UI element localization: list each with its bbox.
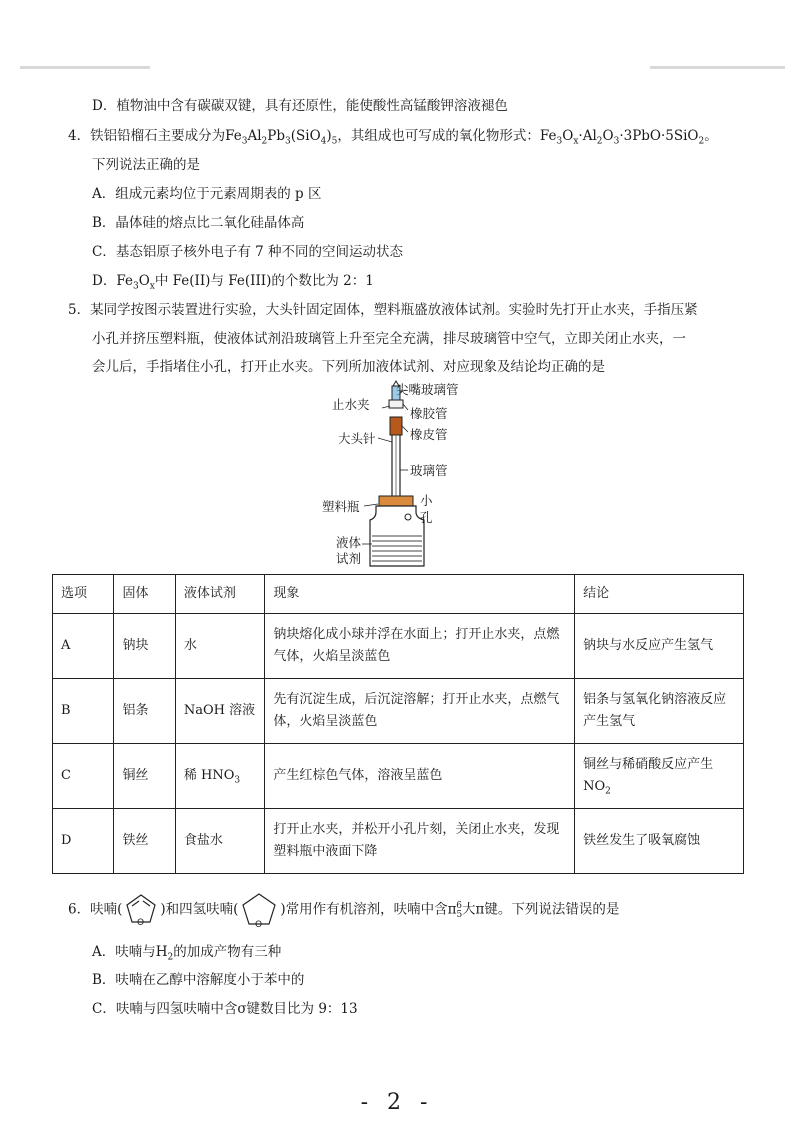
furan-structure-icon: [122, 893, 160, 927]
label-rubber-tube: 橡皮管: [410, 427, 448, 442]
cell-conclusion: 铝条与氢氧化钠溶液反应产生氢气: [575, 679, 744, 744]
label-pin: 大头针: [338, 431, 376, 446]
q5-stem-line3: 会儿后，手指堵住小孔，打开止水夹。下列所加液体试剂、对应现象及结论均正确的是: [92, 359, 605, 375]
cell-reagent: 稀 $HNO_3$: [175, 744, 264, 809]
table-row: [53, 614, 744, 679]
cell-solid: 铝条: [114, 679, 175, 744]
table-header-row: [53, 575, 744, 614]
cell-solid: 钠块: [114, 614, 175, 679]
cell-option: D: [53, 809, 114, 874]
page-number: - 2 -: [360, 1090, 434, 1115]
q6-option-c: C．呋喃与四氢呋喃中含σ键数目比为 9：13: [92, 1001, 358, 1017]
q4-stem-line2: 下列说法正确的是: [92, 157, 200, 173]
q6-option-b: B．呋喃在乙醇中溶解度小于苯中的: [92, 972, 305, 988]
cell-conclusion: 铜丝与稀硝酸反应产生 $NO_2$: [575, 744, 744, 809]
cell-conclusion: 钠块与水反应产生氢气: [575, 614, 744, 679]
scan-edge-mark-right: [650, 66, 785, 69]
tetrahydrofuran-structure-icon: [238, 891, 280, 929]
header-solid: 固体: [114, 575, 175, 614]
cell-phenomenon: 打开止水夹，并松开小孔片刻，关闭止水夹，发现塑料瓶中液面下降: [265, 809, 575, 874]
q6-stem: 6．呋喃( O )和四氢呋喃( O )常用作有机溶剂，呋喃中含$\pi_5^6$大π键。下列说法错误的是: [68, 891, 619, 929]
label-small-hole-1: 小: [420, 493, 433, 508]
table-row: [53, 679, 744, 744]
cell-option: B: [53, 679, 114, 744]
cell-option: A: [53, 614, 114, 679]
cell-reagent: NaOH 溶液: [175, 679, 264, 744]
header-phenomenon: 现象: [265, 575, 575, 614]
cell-solid: 铜丝: [114, 744, 175, 809]
label-plastic-bottle: 塑料瓶: [322, 499, 360, 514]
cell-reagent: 食盐水: [175, 809, 264, 874]
label-liquid-2: 试剂: [336, 551, 362, 566]
label-water-clamp: 止水夹: [332, 397, 370, 412]
cell-solid: 铁丝: [114, 809, 175, 874]
table-row: [53, 744, 744, 809]
label-rubber-hose: 橡胶管: [410, 406, 448, 421]
label-glass-tube: 玻璃管: [410, 463, 448, 478]
q4-option-b: B．晶体硅的熔点比二氧化硅晶体高: [92, 215, 305, 231]
label-small-hole-2: 孔: [420, 510, 433, 525]
apparatus-diagram: [322, 380, 490, 570]
header-reagent: 液体试剂: [175, 575, 264, 614]
svg-text:O: O: [255, 920, 263, 929]
q4-stem: 4．铁铝铅榴石主要成分为$Fe_3Al_2Pb_3(SiO_4)_5$，其组成也可写成的氧化物形式：$Fe_3O_x\cdot Al_2O_3\cdot 3PbO\cdot 5SiO_2$。: [68, 128, 718, 147]
label-tip-glass-tube: 尖嘴玻璃管: [396, 382, 459, 397]
header-option: 选项: [53, 575, 114, 614]
q4-option-c: C．基态铝原子核外电子有 7 种不同的空间运动状态: [92, 244, 404, 260]
q6-option-a: A．呋喃与$H_2$的加成产物有三种: [92, 944, 282, 963]
scan-edge-mark-left: [20, 66, 150, 69]
cell-phenomenon: 钠块熔化成小球并浮在水面上；打开止水夹，点燃气体，火焰呈淡蓝色: [265, 614, 575, 679]
label-liquid-1: 液体: [336, 535, 362, 550]
q4-number: 4．: [68, 128, 91, 144]
table-row: [53, 809, 744, 874]
cell-conclusion: 铁丝发生了吸氧腐蚀: [575, 809, 744, 874]
q4-option-a: A．组成元素均位于元素周期表的 p 区: [92, 186, 322, 202]
experiment-table: [52, 574, 744, 874]
q3-option-d: D．植物油中含有碳碳双键，具有还原性，能使酸性高锰酸钾溶液褪色: [92, 98, 508, 114]
header-conclusion: 结论: [575, 575, 744, 614]
q4-option-d: D．$Fe_3O_x$中 Fe(II)与 Fe(III)的个数比为 2：1: [92, 273, 374, 292]
cell-option: C: [53, 744, 114, 809]
cell-reagent: 水: [175, 614, 264, 679]
cell-phenomenon: 产生红棕色气体，溶液呈蓝色: [265, 744, 575, 809]
q5-stem-line2: 小孔并挤压塑料瓶，使液体试剂沿玻璃管上升至完全充满，排尽玻璃管中空气，立即关闭止水夹，一: [92, 331, 686, 347]
cell-phenomenon: 先有沉淀生成，后沉淀溶解；打开止水夹，点燃气体，火焰呈淡蓝色: [265, 679, 575, 744]
q5-stem-line1: 5．某同学按图示装置进行实验，大头针固定固体，塑料瓶盛放液体试剂。实验时先打开止水夹，手指压紧: [68, 302, 698, 318]
svg-text:O: O: [137, 918, 145, 927]
